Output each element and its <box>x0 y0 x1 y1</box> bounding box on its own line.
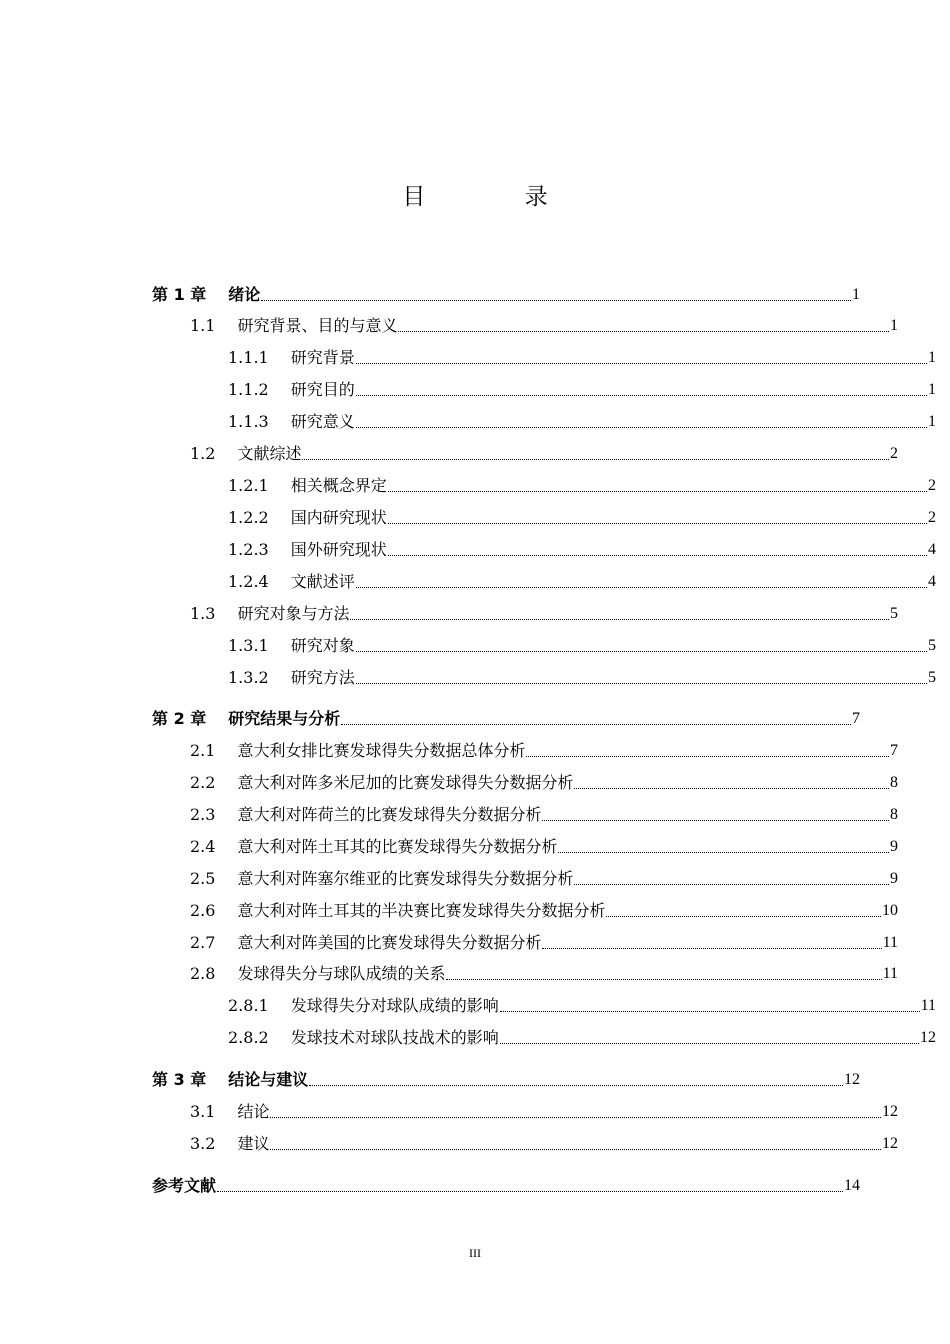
leader-dots <box>500 1042 919 1044</box>
toc-entry-2-8[interactable] <box>152 960 898 984</box>
toc-entry-page: 12 <box>920 1029 936 1046</box>
toc-entry-title: 意大利对阵土耳其的半决赛比赛发球得失分数据分析 <box>237 901 606 920</box>
toc-entry-title: 文献综述 <box>237 444 302 463</box>
toc-entry-title: 意大利对阵美国的比赛发球得失分数据分析 <box>237 933 542 952</box>
toc-entry-page: 1 <box>852 286 860 303</box>
toc-entry-chapter-3[interactable] <box>152 1066 860 1090</box>
leader-dots <box>356 650 927 652</box>
leader-dots <box>398 330 889 332</box>
toc-entry-1-2[interactable] <box>152 440 898 464</box>
toc-entry-number: 1.2.1 <box>228 476 269 495</box>
toc-entry-2-4[interactable] <box>152 833 898 857</box>
toc-entry-page: 8 <box>890 774 898 791</box>
leader-dots <box>356 362 927 364</box>
toc-entry-number: 1.1.1 <box>228 348 269 367</box>
toc-entry-page: 1 <box>890 317 898 334</box>
toc-entry-3-1[interactable] <box>152 1098 898 1122</box>
toc-entry-2-2[interactable] <box>152 769 898 793</box>
toc-entry-2-7[interactable] <box>152 929 898 953</box>
toc-entry-page: 2 <box>890 445 898 462</box>
toc-entry-number: 2.1 <box>190 741 216 760</box>
toc-entry-page: 2 <box>928 509 936 526</box>
leader-dots <box>309 1084 843 1086</box>
toc-entry-number: 2.5 <box>190 869 216 888</box>
toc-entry-page: 14 <box>844 1177 860 1194</box>
toc-entry-1-1-3[interactable] <box>152 408 936 432</box>
toc-entry-2-8-1[interactable] <box>152 992 936 1016</box>
toc-entry-page: 1 <box>928 413 936 430</box>
toc-entry-title: 意大利对阵多米尼加的比赛发球得失分数据分析 <box>237 773 574 792</box>
toc-entry-title: 研究方法 <box>290 668 355 687</box>
toc-entry-title: 国外研究现状 <box>290 540 387 559</box>
toc-entry-number: 第 3 章 <box>152 1070 207 1089</box>
leader-dots <box>341 723 851 725</box>
page-title: 目 录 <box>402 184 594 210</box>
leader-dots <box>261 299 851 301</box>
toc-entry-number: 1.3 <box>190 604 216 623</box>
toc-entry-page: 1 <box>928 349 936 366</box>
toc-entry-1-2-2[interactable] <box>152 504 936 528</box>
toc-entry-references[interactable] <box>152 1172 860 1196</box>
toc-entry-title: 相关概念界定 <box>290 476 387 495</box>
toc-entry-title: 发球技术对球队技战术的影响 <box>290 1028 499 1047</box>
toc-entry-number: 1.2.2 <box>228 508 269 527</box>
leader-dots <box>356 586 927 588</box>
toc-entry-number: 1.1 <box>190 316 216 335</box>
leader-dots <box>270 1148 881 1150</box>
toc-entry-number: 1.1.3 <box>228 412 269 431</box>
toc-entry-3-2[interactable] <box>152 1130 898 1154</box>
leader-dots <box>526 755 889 757</box>
toc-entry-title: 意大利对阵土耳其的比赛发球得失分数据分析 <box>237 837 558 856</box>
toc-entry-title: 研究背景 <box>290 348 355 367</box>
toc-entry-page: 12 <box>882 1135 898 1152</box>
toc-entry-title: 建议 <box>237 1134 270 1153</box>
toc-entry-page: 9 <box>890 870 898 887</box>
leader-dots <box>388 522 927 524</box>
toc-entry-title: 参考文献 <box>152 1176 217 1195</box>
toc-entry-chapter-2[interactable] <box>152 705 860 729</box>
toc-entry-page: 5 <box>890 605 898 622</box>
toc-entry-number: 1.3.2 <box>228 668 269 687</box>
leader-dots <box>558 851 889 853</box>
toc-entry-1-1-2[interactable] <box>152 376 936 400</box>
toc-entry-2-5[interactable] <box>152 865 898 889</box>
toc-entry-title: 国内研究现状 <box>290 508 387 527</box>
leader-dots <box>574 787 889 789</box>
toc-entry-title: 研究意义 <box>290 412 355 431</box>
leader-dots <box>356 426 927 428</box>
toc-entry-number: 1.3.1 <box>228 636 269 655</box>
toc-entry-number: 1.2 <box>190 444 216 463</box>
toc-entry-1-3[interactable] <box>152 600 898 624</box>
toc-entry-1-2-4[interactable] <box>152 568 936 592</box>
toc-entry-title: 意大利对阵塞尔维亚的比赛发球得失分数据分析 <box>237 869 574 888</box>
toc-entry-title: 研究对象 <box>290 636 355 655</box>
toc-entry-number: 第 2 章 <box>152 709 207 728</box>
toc-entry-1-2-1[interactable] <box>152 472 936 496</box>
leader-dots <box>606 915 881 917</box>
toc-entry-title: 研究目的 <box>290 380 355 399</box>
toc-entry-chapter-1[interactable] <box>152 281 860 305</box>
toc-entry-2-8-2[interactable] <box>152 1024 936 1048</box>
leader-dots <box>500 1010 920 1012</box>
toc-entry-title: 发球得失分与球队成绩的关系 <box>237 964 446 983</box>
toc-entry-1-1-1[interactable] <box>152 344 936 368</box>
leader-dots <box>388 554 927 556</box>
toc-entry-page: 11 <box>920 997 936 1014</box>
toc-entry-number: 3.1 <box>190 1102 216 1121</box>
toc-entry-title: 研究背景、目的与意义 <box>237 316 398 335</box>
toc-entry-page: 9 <box>890 838 898 855</box>
toc-entry-1-2-3[interactable] <box>152 536 936 560</box>
leader-dots <box>446 978 881 980</box>
leader-dots <box>270 1116 881 1118</box>
page-number-footer: III <box>469 1246 481 1260</box>
leader-dots <box>542 819 889 821</box>
toc-entry-1-3-1[interactable] <box>152 632 936 656</box>
toc-entry-page: 11 <box>882 965 898 982</box>
leader-dots <box>350 618 889 620</box>
toc-entry-number: 3.2 <box>190 1134 216 1153</box>
toc-entry-2-3[interactable] <box>152 801 898 825</box>
toc-entry-title: 意大利对阵荷兰的比赛发球得失分数据分析 <box>237 805 542 824</box>
toc-entry-page: 5 <box>928 669 936 686</box>
toc-entry-title: 研究对象与方法 <box>237 604 350 623</box>
toc-entry-number: 2.8.1 <box>228 996 269 1015</box>
toc-entry-title: 结论 <box>237 1102 270 1121</box>
leader-dots <box>542 947 881 949</box>
toc-entry-page: 7 <box>890 742 898 759</box>
toc-entry-page: 1 <box>928 381 936 398</box>
toc-entry-1-3-2[interactable] <box>152 664 936 688</box>
toc-entry-number: 2.8 <box>190 964 216 983</box>
toc-entry-page: 7 <box>852 710 860 727</box>
toc-entry-number: 1.2.3 <box>228 540 269 559</box>
toc-entry-number: 2.8.2 <box>228 1028 269 1047</box>
toc-entry-1-1[interactable] <box>152 312 898 336</box>
toc-entry-number: 第 1 章 <box>152 285 207 304</box>
toc-entry-page: 4 <box>928 541 936 558</box>
leader-dots <box>302 458 889 460</box>
toc-entry-2-6[interactable] <box>152 897 898 921</box>
toc-entry-number: 2.6 <box>190 901 216 920</box>
toc-entry-number: 2.2 <box>190 773 216 792</box>
toc-entry-page: 12 <box>882 1103 898 1120</box>
toc-entry-title: 研究结果与分析 <box>228 709 341 728</box>
toc-entry-page: 5 <box>928 637 936 654</box>
leader-dots <box>388 490 927 492</box>
toc-entry-number: 2.7 <box>190 933 216 952</box>
toc-entry-number: 2.3 <box>190 805 216 824</box>
toc-entry-number: 1.1.2 <box>228 380 269 399</box>
toc-entry-2-1[interactable] <box>152 737 898 761</box>
toc-entry-number: 1.2.4 <box>228 572 269 591</box>
leader-dots <box>356 682 927 684</box>
toc-entry-page: 12 <box>844 1071 860 1088</box>
toc-entry-page: 2 <box>928 477 936 494</box>
toc-entry-page: 4 <box>928 573 936 590</box>
toc-entry-page: 10 <box>882 902 898 919</box>
toc-entry-title: 文献述评 <box>290 572 355 591</box>
toc-entry-number: 2.4 <box>190 837 216 856</box>
toc-entry-title: 绪论 <box>228 285 261 304</box>
leader-dots <box>574 883 889 885</box>
toc-entry-title: 意大利女排比赛发球得失分数据总体分析 <box>237 741 526 760</box>
leader-dots <box>217 1190 843 1192</box>
leader-dots <box>356 394 927 396</box>
toc-entry-page: 11 <box>882 934 898 951</box>
toc-entry-title: 发球得失分对球队成绩的影响 <box>290 996 499 1015</box>
toc-entry-title: 结论与建议 <box>228 1070 309 1089</box>
toc-entry-page: 8 <box>890 806 898 823</box>
